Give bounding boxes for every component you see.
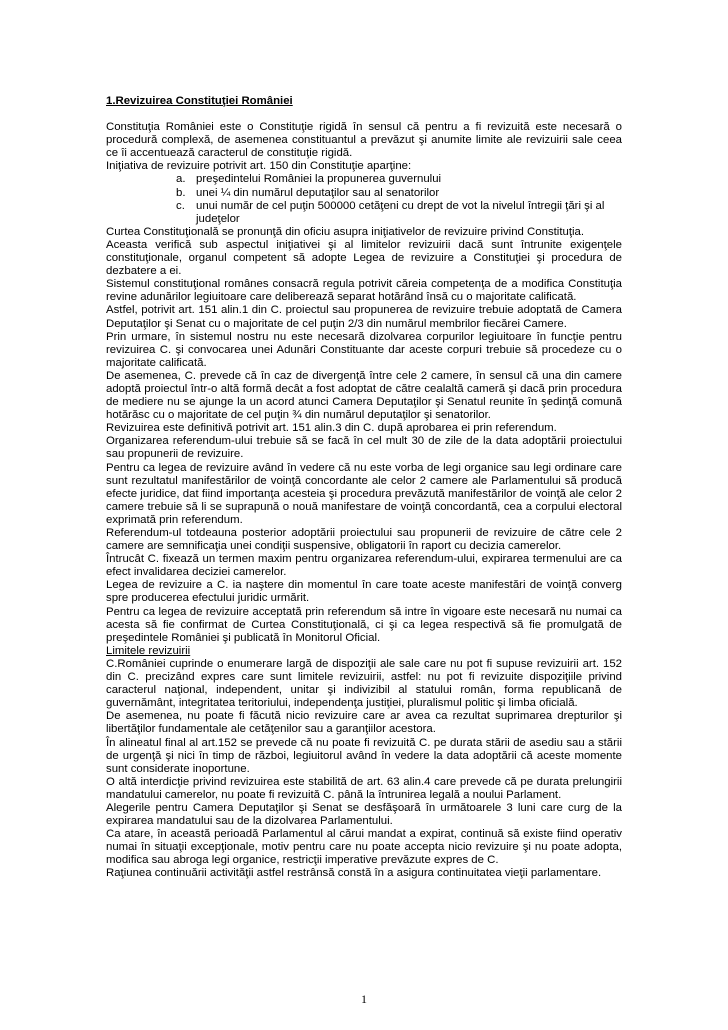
- paragraph: Raţiunea continuării activităţii astfel restrânsă constă în a asigura continuitatea vieţii parlamentare.: [106, 867, 602, 880]
- paragraph: Pentru ca legea de revizuire având în vedere că nu este vorba de legi organice sau legi ordinare care sunt rezultatul manifestărilor de voinţă concordante ale celor 2 camere ale Parlamentului să producă efecte juridice, dat fiind importanţa acesteia şi procedura prevăzută manifestărilor de voinţă ale celor 2 camere trebuie să li se suprapună o nouă manifestare de voinţă concordantă, cea a corpului electoral exprimată prin referendum.: [106, 461, 622, 526]
- paragraph: Prin urmare, în sistemul nostru nu este necesară dizolvarea corpurilor legiuitoare în funcţie pentru revizuirea C. şi convocarea unei Adunări Constituante dar aceste corpuri trebuie să procedeze cu o majoritate calificată.: [106, 330, 622, 369]
- paragraph: Revizuirea este definitivă potrivit art. 151 alin.3 din C. după aprobarea ei prin referendum.: [106, 422, 557, 435]
- paragraph: Iniţiativa de revizuire potrivit art. 150 din Constituţie aparţine:: [106, 160, 412, 173]
- paragraph: De asemenea, C. prevede că în caz de divergenţă între cele 2 camere, în sensul că una din camere adoptă proiectul într-o altă formă decât a fost adoptat de către cealaltă cameră şi dacă prin procedura de mediere nu se ajunge la un acord atunci Camera Deputaţilor şi Senatul reunite în şedinţă comună hotărăsc cu o majoritate de cel puţin ¾ din numărul deputaţilor şi senatorilor.: [106, 369, 622, 422]
- paragraph: Referendum-ul totdeauna posterior adoptării proiectului sau propunerii de revizuire de către cele 2 camere are semnificaţia unei condiţii suspensive, obligatorii în raport cu decizia camerelor.: [106, 527, 622, 553]
- list-item: [106, 200, 622, 226]
- list-item-text: unui număr de cel puţin 500000 cetăţeni cu drept de vot la nivelul întregii ţări şi al judeţelor: [196, 199, 605, 225]
- paragraph: Sistemul constituţional românes consacră regula potrivit căreia competenţa de a modifica Constituţia revine adunărilor legiuitoare care deliberează separat hotărând însă cu o majoritate calificată.: [106, 278, 622, 304]
- page-number: 1: [361, 992, 367, 1006]
- initiative-list: [106, 173, 622, 225]
- paragraph: Ca atare, în această perioadă Parlamentul al cărui mandat a expirat, continuă să existe fiind operativ numai în situaţii excepţionale, motiv pentru care nu poate accepta nicio revizuire şi nu poate adopta, modifica sau abroga legi organice, restricţii imperative prevăzute expres de C.: [106, 828, 622, 867]
- section-heading: Limitele revizuirii: [106, 644, 191, 657]
- paragraph: De asemenea, nu poate fi făcută nicio revizuire care ar avea ca rezultat suprimarea drepturilor şi libertăţilor fundamentale ale cetăţenilor sau a garanţiilor acestora.: [106, 710, 622, 736]
- paragraph: Organizarea referendum-ului trebuie să se facă în cel mult 30 de zile de la data adoptării proiectului sau propunerii de revizuire.: [106, 435, 622, 461]
- list-item: [106, 187, 622, 200]
- list-marker: c.: [176, 199, 185, 212]
- paragraph: Întrucât C. fixează un termen maxim pentru organizarea referendum-ului, expirarea termenului are ca efect invalidarea deciziei camerelor.: [106, 553, 622, 579]
- document-body: [106, 95, 622, 881]
- paragraph: C.României cuprinde o enumerare largă de dispoziţii ale sale care nu pot fi supuse revizuirii art. 152 din C. precizând expres care sunt limitele revizuirii, astfel: nu pot fi revizuite dispoziţiile privind caracterul naţional, independent, unitar şi indivizibil al statului român, forma republicană de guvernământ, integritatea teritoriului, independenţa justiţiei, pluralismul politic şi limba oficială.: [106, 657, 622, 710]
- list-marker: a.: [176, 173, 186, 186]
- paragraph: Constituţia României este o Constituţie rigidă în sensul că pentru a fi revizuită este necesară o procedură complexă, de asemenea constituantul a prevăzut şi anumite limite ale revizuirii sale ceea ce îi accentuează caracterul de constituţie rigidă.: [106, 121, 622, 160]
- paragraph: Astfel, potrivit art. 151 alin.1 din C. proiectul sau propunerea de revizuire trebuie adoptată de Camera Deputaţilor şi Senat cu o majoritate de cel puţin 2/3 din numărul membrilor fiecărei Camere.: [106, 304, 622, 330]
- paragraph: O altă interdicţie privind revizuirea este stabilită de art. 63 alin.4 care prevede că pe durata prelungirii mandatului camerelor, nu poate fi revizuită C. până la întrunirea legală a noului Parlament.: [106, 775, 622, 801]
- document-title: 1.Revizuirea Constituţiei României: [106, 95, 293, 107]
- list-item-text: preşedintelui României la propunerea guvernului: [196, 173, 442, 186]
- list-item: [106, 173, 622, 186]
- list-item-text: unei ¼ din numărul deputaţilor sau al senatorilor: [196, 186, 440, 199]
- paragraph: Pentru ca legea de revizuire acceptată prin referendum să intre în vigoare este necesară nu numai ca acesta să fie confirmat de Curtea Constituţională, ci şi ca legea respectivă să fie promulgată de preşedintele României şi publicată în Monitorul Oficial.: [106, 605, 622, 644]
- list-marker: b.: [176, 186, 186, 199]
- paragraph: Alegerile pentru Camera Deputaţilor şi Senat se desfăşoară în următoarele 3 luni care curg de la expirarea mandatului sau de la dizolvarea Parlamentului.: [106, 801, 622, 828]
- paragraph: Legea de revizuire a C. ia naştere din momentul în care toate aceste manifestări de voinţă converg spre producerea efectului juridic urmărit.: [106, 579, 622, 605]
- paragraph: Curtea Constituţională se pronunţă din oficiu asupra iniţiativelor de revizuire privind Constituţia.: [106, 225, 585, 238]
- paragraph: În alineatul final al art.152 se prevede că nu poate fi revizuită C. pe durata stării de asediu sau a stării de urgenţă şi nici în timp de război, legiuitorul având în vedere la data adoptării că aceste momente sunt considerate inoportune.: [106, 736, 622, 775]
- paragraph: Aceasta verifică sub aspectul iniţiativei şi al limitelor revizuirii dacă sunt întrunite exigenţele constituţionale, organul competent să adopte Legea de revizuire a Constituţiei şi procedura de dezbatere a ei.: [106, 238, 622, 278]
